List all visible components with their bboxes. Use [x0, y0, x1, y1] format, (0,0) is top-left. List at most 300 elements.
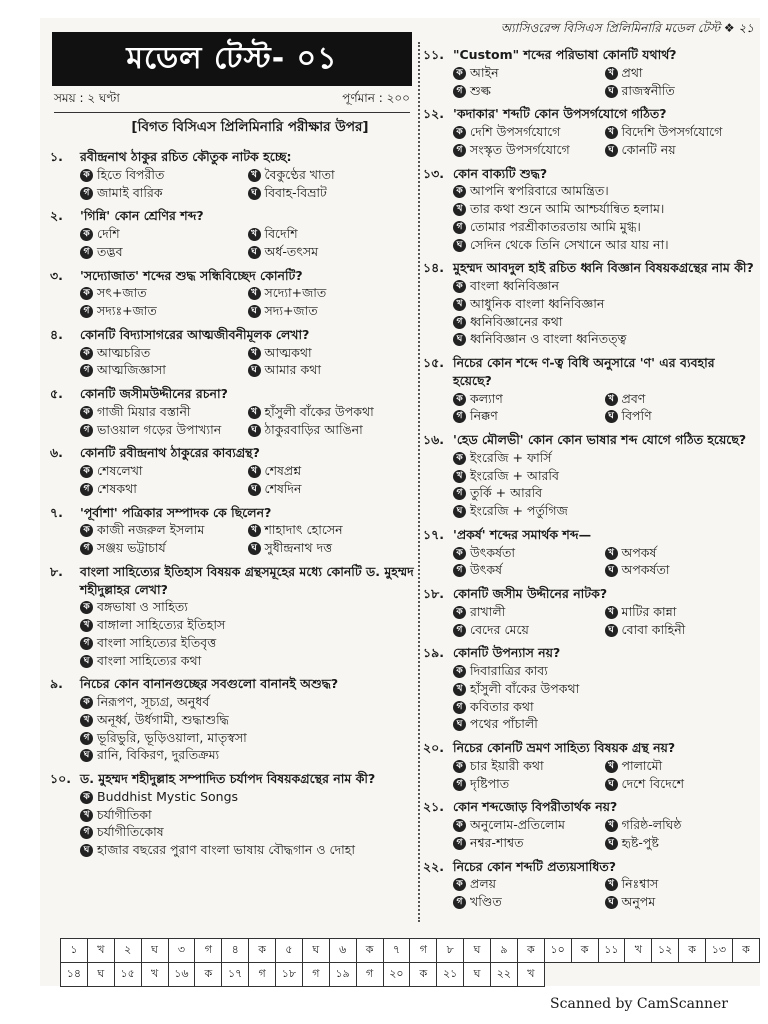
option-item	[453, 757, 605, 775]
answer-key-qnum: ৮	[437, 939, 464, 963]
question-text: 'পূর্বাশা' পত্রিকার সম্পাদক কে ছিলেন?	[80, 504, 272, 520]
question-stem	[50, 326, 415, 344]
option-item	[453, 182, 756, 200]
option-text: ধ্বনিবিজ্ঞান ও বাংলা ধ্বনিতত্ত্ব	[470, 331, 627, 347]
option-letter-icon: ক	[453, 126, 466, 139]
answer-key-qnum: ৭	[383, 939, 410, 963]
option-letter-icon: ঘ	[248, 364, 261, 377]
question-item	[50, 385, 415, 438]
option-item	[605, 141, 757, 159]
question-number: ৫.	[50, 386, 63, 401]
option-item	[80, 225, 248, 243]
option-item	[453, 313, 756, 331]
option-text: বাঙ্গালা সাহিত্যের ইতিহাস	[97, 617, 226, 632]
option-letter-icon: গ	[80, 542, 93, 555]
option-letter-icon: গ	[80, 732, 93, 745]
option-item	[453, 467, 756, 485]
option-text: শেষলেখা	[97, 463, 143, 478]
option-text: প্রথা	[621, 64, 643, 80]
question-stem	[423, 858, 756, 876]
option-letter-icon: ঘ	[605, 85, 618, 98]
question-text: বাংলা সাহিত্যের ইতিহাস বিষয়ক গ্রন্থসমূহের মধ্যে কোনটি ড. মুহম্মদ শহীদুল্লাহর লেখা?	[80, 563, 414, 597]
option-letter-icon: ঘ	[605, 778, 618, 791]
option-text: কল্যাণ	[470, 390, 503, 406]
question-number: ৩.	[50, 267, 63, 283]
option-text: তুর্কি + আরবি	[470, 485, 543, 501]
question-number: ৮.	[50, 563, 63, 579]
option-text: সুধীন্দ্রনাথ দত্ত	[264, 540, 333, 555]
option-letter-icon: খ	[453, 470, 466, 483]
question-stem	[50, 770, 415, 788]
option-text: হৃষ্ট-পুষ্ট	[621, 834, 659, 850]
option-text: দেশি উপসর্গযোগে	[470, 124, 561, 139]
question-stem	[50, 385, 415, 403]
option-item	[248, 539, 416, 557]
option-letter-icon: ঘ	[80, 844, 93, 857]
option-text: কোনটি নয়	[621, 141, 676, 157]
question-text: নিচের কোনটি ভ্রমণ সাহিত্য বিষয়ক গ্রন্থ নয়?	[453, 740, 676, 755]
option-text: দৃষ্টিপাত	[470, 775, 510, 791]
option-text: বোবা কাহিনী	[621, 621, 686, 637]
question-item	[423, 798, 756, 851]
exam-page	[40, 18, 760, 986]
option-letter-icon: ঘ	[605, 144, 618, 157]
option-item	[248, 184, 416, 202]
option-letter-icon: ক	[80, 287, 93, 300]
option-letter-icon: গ	[453, 778, 466, 791]
option-text: অনুলোম-প্রতিলোম	[470, 817, 565, 832]
question-stem	[423, 798, 756, 816]
option-item	[605, 875, 757, 893]
option-letter-icon: খ	[605, 819, 618, 832]
option-item	[80, 711, 415, 729]
option-item	[453, 295, 756, 313]
option-item	[453, 544, 605, 562]
option-item	[80, 693, 415, 711]
option-letter-icon: গ	[80, 246, 93, 259]
option-text: ইংরেজি + ফার্সি	[470, 449, 552, 465]
option-text: সেদিন থেকে তিনি সেখানে আর যায় না।	[470, 236, 669, 252]
question-number: ১৩.	[423, 165, 444, 181]
answer-key-row	[61, 963, 760, 987]
option-item	[453, 698, 756, 716]
question-text: কোনটি বিদ্যাসাগরের আত্মজীবনীমূলক লেখা?	[80, 326, 310, 342]
option-item	[605, 834, 757, 852]
option-list	[50, 225, 415, 261]
option-text: শেষপ্রশ্ন	[264, 463, 302, 478]
answer-key-answer: খ	[517, 963, 544, 987]
option-letter-icon: ক	[453, 67, 466, 80]
option-letter-icon: খ	[605, 760, 618, 773]
answer-key-qnum: ২২	[491, 963, 518, 987]
option-letter-icon: খ	[605, 67, 618, 80]
answer-key-qnum: ১৮	[276, 963, 303, 987]
option-letter-icon: গ	[80, 364, 93, 377]
answer-key-qnum: ১০	[544, 939, 571, 963]
answer-key-qnum: ১৪	[61, 963, 88, 987]
option-item	[453, 390, 605, 408]
option-letter-icon: গ	[80, 637, 93, 650]
option-text: উৎকর্ষ	[470, 562, 503, 578]
option-item	[80, 166, 248, 184]
option-list	[50, 521, 415, 557]
option-text: সৎ+জাত	[97, 285, 147, 301]
question-stem	[50, 148, 415, 166]
option-item	[453, 449, 756, 467]
option-item	[248, 302, 416, 320]
question-stem	[50, 504, 415, 522]
option-item	[605, 390, 757, 408]
option-item	[80, 403, 248, 421]
option-item	[605, 544, 757, 562]
question-number: ১২.	[423, 106, 444, 122]
option-letter-icon: ঘ	[453, 505, 466, 518]
answer-key-qnum: ১৩	[706, 939, 733, 963]
answer-key-qnum: ৩	[168, 939, 195, 963]
option-text: Buddhist Mystic Songs	[97, 788, 239, 804]
question-number: ৭.	[50, 504, 63, 520]
option-letter-icon: ঘ	[453, 239, 466, 252]
option-list	[50, 344, 415, 380]
option-item	[453, 775, 605, 793]
question-stem	[50, 444, 415, 462]
option-item	[453, 502, 756, 520]
option-list	[50, 598, 415, 669]
answer-key-qnum: ১৯	[329, 963, 356, 987]
option-text: রাজস্বনীতি	[621, 82, 675, 98]
option-list	[423, 123, 756, 159]
option-text: বঙ্গভাষা ও সাহিত্য	[97, 599, 188, 615]
option-text: চর্যাগীতিকা	[97, 806, 152, 822]
question-text: রবীন্দ্রনাথ ঠাকুর রচিত কৌতুক নাটক হচ্ছে:	[80, 149, 292, 164]
answer-key-answer: ক	[571, 939, 598, 963]
option-item	[453, 64, 605, 82]
option-letter-icon: ঘ	[248, 305, 261, 318]
question-stem	[423, 259, 756, 277]
option-text: তোমার পরশ্রীকাতরতায় আমি মুগ্ধ।	[470, 218, 641, 234]
question-number: ১৯.	[423, 645, 444, 661]
option-text: মাটির কান্না	[621, 603, 677, 619]
right-question-column	[423, 46, 756, 917]
question-item	[423, 585, 756, 638]
option-item	[453, 82, 605, 100]
option-letter-icon: ক	[80, 465, 93, 478]
question-item	[423, 431, 756, 520]
option-text: আত্মজিজ্ঞাসা	[97, 362, 166, 378]
option-item	[605, 603, 757, 621]
question-text: 'হেড মৌলভী' কোন কোন ভাষার শব্দ যোগে গঠিত হয়েছে?	[453, 432, 747, 447]
answer-key-answer: গ	[410, 939, 437, 963]
option-letter-icon: গ	[453, 837, 466, 850]
answer-key-answer: ক	[410, 963, 437, 987]
question-number: ১৬.	[423, 432, 444, 447]
option-letter-icon: ক	[453, 547, 466, 560]
answer-key-qnum: ৪	[222, 939, 249, 963]
option-item	[453, 277, 756, 295]
option-text: প্রবণ	[621, 390, 646, 406]
answer-key-qnum: ৯	[491, 939, 518, 963]
question-text: নিচের কোন বানানগুচ্ছের সবগুলো বানানই অশুদ্ধ?	[80, 676, 339, 692]
answer-key-qnum: ২১	[437, 963, 464, 987]
option-text: ঠাকুরবাড়ির আঙিনা	[264, 421, 363, 437]
answer-key-answer: খ	[87, 939, 114, 963]
option-letter-icon: ক	[80, 169, 93, 182]
answer-key-table	[60, 938, 760, 987]
option-item	[453, 680, 756, 698]
question-item	[50, 148, 415, 201]
option-letter-icon: খ	[248, 169, 261, 182]
option-letter-icon: ঘ	[453, 333, 466, 346]
option-text: হাজার বছরের পুরাণ বাংলা ভাষায় বৌদ্ধগান ও দোহা	[97, 842, 355, 857]
option-text: পথের পাঁচালী	[470, 716, 538, 732]
question-item	[423, 259, 756, 348]
option-text: রাখালী	[470, 603, 506, 619]
option-item	[605, 407, 757, 425]
option-text: অপকর্ষ	[621, 544, 657, 560]
option-item	[80, 421, 248, 439]
option-text: আত্মচরিত	[97, 344, 151, 360]
option-letter-icon: ঘ	[605, 410, 618, 423]
option-text: বেদের মেয়ে	[470, 621, 529, 637]
answer-key-answer: ক	[249, 939, 276, 963]
option-list	[50, 462, 415, 498]
answer-key-answer: গ	[356, 963, 383, 987]
answer-key-answer: গ	[249, 963, 276, 987]
option-letter-icon: গ	[80, 826, 93, 839]
option-text: সদ্য+জাত	[264, 303, 318, 318]
answer-key-qnum: ২০	[383, 963, 410, 987]
question-stem	[50, 267, 415, 285]
answer-key-qnum: ১৬	[168, 963, 195, 987]
question-item	[423, 526, 756, 579]
option-letter-icon: গ	[80, 305, 93, 318]
scanner-watermark: Scanned by CamScanner	[550, 996, 728, 1012]
option-letter-icon: গ	[80, 187, 93, 200]
option-item	[453, 662, 756, 680]
option-item	[453, 141, 605, 159]
option-text: চার ইয়ারী কথা	[470, 757, 544, 773]
question-number: ৯.	[50, 676, 63, 692]
option-letter-icon: গ	[453, 624, 466, 637]
question-text: কোন শব্দজোড় বিপরীতার্থক নয়?	[453, 799, 618, 815]
option-item	[80, 634, 415, 652]
option-item	[248, 421, 416, 439]
option-text: প্রলয়	[470, 876, 497, 892]
option-text: বিদেশি উপসর্গযোগে	[621, 124, 723, 139]
option-list	[50, 403, 415, 439]
question-number: ৪.	[50, 326, 63, 342]
option-item	[453, 621, 605, 639]
option-item	[80, 284, 248, 302]
option-item	[80, 823, 415, 841]
option-text: ভূরিভুরি, ভূড়িওয়ালা, মাতৃস্বসা	[97, 729, 247, 745]
question-stem	[423, 644, 756, 662]
option-item	[605, 893, 757, 911]
option-item	[248, 225, 416, 243]
option-list	[423, 662, 756, 733]
option-text: নিরূপণ, সূচ্যগ্র, অনুধর্ব	[97, 694, 210, 709]
option-item	[453, 236, 756, 254]
option-text: গরিষ্ঠ-লঘিষ্ঠ	[621, 817, 682, 832]
option-letter-icon: ঘ	[80, 749, 93, 762]
option-letter-icon: খ	[248, 347, 261, 360]
option-item	[453, 407, 605, 425]
option-item	[453, 200, 756, 218]
option-letter-icon: ক	[453, 606, 466, 619]
option-letter-icon: ক	[453, 819, 466, 832]
option-text: সঞ্জয় ভট্টাচার্য	[97, 540, 166, 555]
question-text: 'প্রকর্ষ' শব্দের সমার্থক শব্দ—	[453, 526, 592, 542]
question-item	[423, 105, 756, 158]
option-item	[605, 775, 757, 793]
option-letter-icon: ক	[80, 228, 93, 241]
option-item	[248, 462, 416, 480]
option-letter-icon: ক	[453, 665, 466, 678]
question-stem	[423, 739, 756, 757]
option-text: চর্যাগীতিকোষ	[97, 824, 164, 840]
option-text: হিতে বিপরীত	[97, 166, 165, 182]
option-text: আমার কথা	[264, 362, 321, 378]
option-item	[80, 184, 248, 202]
option-item	[453, 816, 605, 834]
question-number: ৬.	[50, 445, 63, 461]
question-number: ২০.	[423, 740, 445, 755]
option-text: কাজী নজরুল ইসলাম	[97, 522, 205, 538]
question-number: ১৭.	[423, 526, 444, 542]
option-letter-icon: খ	[453, 683, 466, 696]
question-item	[50, 563, 415, 670]
option-letter-icon: খ	[605, 393, 618, 406]
option-item	[80, 243, 248, 261]
option-item	[453, 123, 605, 141]
question-stem	[423, 105, 756, 123]
question-item	[50, 267, 415, 320]
exam-meta	[54, 90, 410, 113]
option-text: ধ্বনিবিজ্ঞানের কথা	[470, 313, 563, 329]
answer-key-answer: ঘ	[464, 963, 491, 987]
option-item	[248, 403, 416, 421]
question-number: ১৮.	[423, 586, 444, 601]
question-number: ১৫.	[423, 355, 444, 370]
option-text: অনূর্ধ্ব, উর্ধগামী, শুদ্ধাশুদ্ধি	[97, 711, 229, 727]
model-test-banner: মডেল টেস্ট- ০১	[52, 32, 412, 86]
option-item	[80, 729, 415, 747]
answer-key-qnum: ২	[114, 939, 141, 963]
option-item	[453, 893, 605, 911]
option-letter-icon: ক	[80, 406, 93, 419]
option-text: বিপণি	[621, 408, 652, 424]
option-text: বাংলা সাহিত্যের কথা	[97, 652, 202, 668]
option-item	[80, 746, 415, 764]
option-text: বিদেশি	[264, 226, 298, 241]
option-letter-icon: ঘ	[248, 187, 261, 200]
option-letter-icon: গ	[453, 896, 466, 909]
question-text: 'সদ্যোজাত' শব্দের শুদ্ধ সন্ধিবিচ্ছেদ কোনটি?	[80, 267, 303, 283]
option-letter-icon: ঘ	[453, 718, 466, 731]
question-item	[423, 46, 756, 99]
question-item	[50, 504, 415, 557]
answer-key-qnum: ১১	[598, 939, 625, 963]
option-letter-icon: গ	[453, 85, 466, 98]
option-list	[423, 277, 756, 348]
question-stem	[423, 431, 756, 449]
option-letter-icon: ক	[453, 760, 466, 773]
option-text: আইন	[470, 64, 499, 80]
answer-key-answer: ক	[679, 939, 706, 963]
option-list	[50, 284, 415, 320]
question-item	[50, 326, 415, 379]
option-text: গাজী মিয়ার বস্তানী	[97, 403, 191, 419]
answer-key-answer: খ	[625, 939, 652, 963]
option-text: দেশি	[97, 226, 120, 241]
option-text: উৎকর্ষতা	[470, 544, 516, 560]
option-item	[80, 539, 248, 557]
answer-key-answer: ক	[732, 939, 759, 963]
option-text: বাংলা ধ্বনিবিজ্ঞান	[470, 278, 560, 293]
option-text: শুল্ক	[470, 82, 491, 98]
question-text: মুহম্মদ আবদুল হাই রচিত ধ্বনি বিজ্ঞান বিষয়কগ্রন্থের নাম কী?	[453, 260, 754, 276]
option-text: তদ্ভব	[97, 243, 123, 259]
answer-key-answer: ঘ	[302, 939, 329, 963]
option-text: অপকর্ষতা	[621, 562, 670, 578]
option-item	[80, 361, 248, 379]
column-divider	[418, 42, 420, 922]
question-item	[50, 770, 415, 859]
answer-key-answer: গ	[195, 939, 222, 963]
option-item	[80, 806, 415, 824]
option-item	[453, 484, 756, 502]
option-letter-icon: ক	[80, 347, 93, 360]
option-letter-icon: গ	[453, 487, 466, 500]
answer-key-qnum: ১৫	[114, 963, 141, 987]
option-item	[248, 521, 416, 539]
option-item	[605, 64, 757, 82]
option-item	[453, 603, 605, 621]
question-stem	[423, 526, 756, 544]
question-text: কোনটি জসীমউদ্দীনের রচনা?	[80, 386, 228, 401]
question-number: ২.	[50, 208, 63, 224]
option-letter-icon: ঘ	[605, 896, 618, 909]
question-number: ১.	[50, 149, 63, 164]
option-text: হাঁসুলী বাঁকের উপকথা	[470, 680, 580, 696]
option-list	[50, 166, 415, 202]
running-head: অ্যাসিওরেন্স বিসিএস প্রিলিমিনারি মডেল টেস্ট ❖ ২১	[500, 21, 754, 35]
option-letter-icon: গ	[453, 564, 466, 577]
answer-key-row	[61, 939, 760, 963]
option-text: শেষদিন	[264, 480, 302, 496]
option-list	[423, 544, 756, 580]
question-number: ২১.	[423, 799, 444, 815]
answer-key-answer: ঘ	[87, 963, 114, 987]
question-text: কোনটি উপন্যাস নয়?	[453, 645, 561, 661]
option-letter-icon: ক	[80, 791, 93, 804]
question-item	[50, 207, 415, 260]
question-stem	[423, 585, 756, 603]
option-item	[80, 616, 415, 634]
option-letter-icon: খ	[80, 809, 93, 822]
option-letter-icon: ঘ	[248, 424, 261, 437]
option-text: শেষকথা	[97, 480, 137, 496]
option-item	[80, 652, 415, 670]
question-stem	[423, 354, 756, 390]
answer-key-answer: ক	[517, 939, 544, 963]
option-list	[423, 816, 756, 852]
question-text: 'কদাকার' শব্দটি কোন উপসর্গযোগে গঠিত?	[453, 106, 667, 122]
question-text: 'গিন্নি' কোন শ্রেণির শব্দ?	[80, 208, 204, 224]
option-letter-icon: খ	[605, 606, 618, 619]
option-letter-icon: খ	[605, 126, 618, 139]
time-label: সময় : ২ ঘণ্টা	[54, 91, 120, 105]
